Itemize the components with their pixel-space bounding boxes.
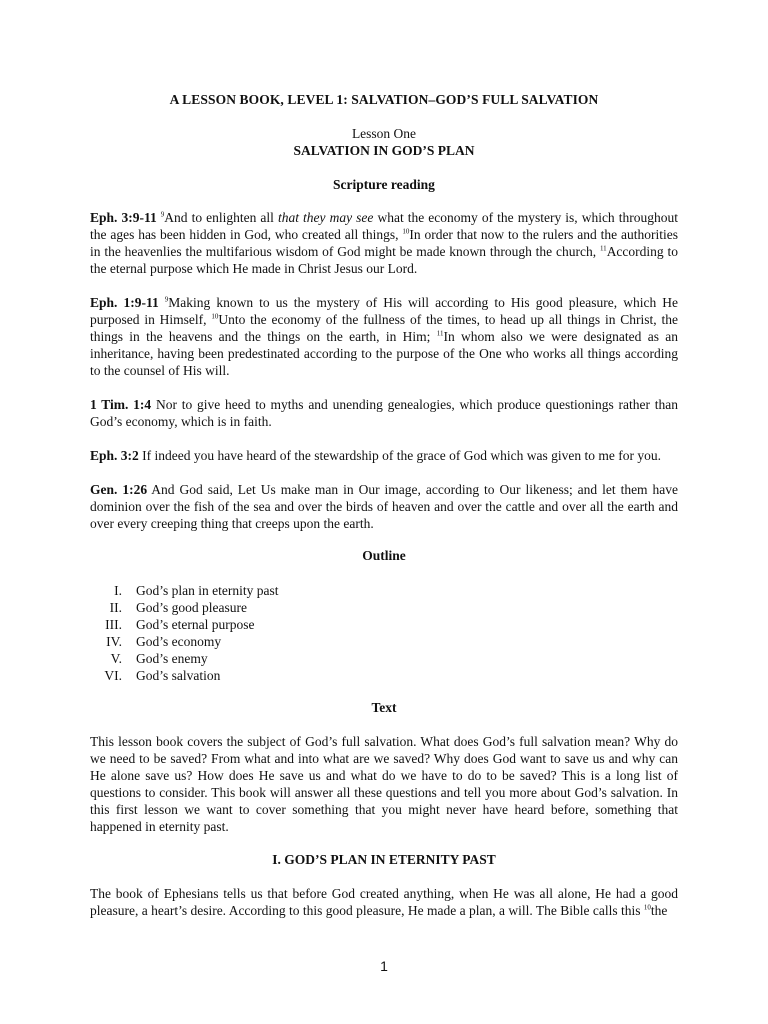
text-heading: Text — [371, 700, 397, 715]
scripture-ref: Gen. 1:26 — [90, 482, 148, 497]
outline-item-label: God’s enemy — [136, 651, 208, 666]
outline-item-number: I. — [114, 583, 122, 598]
verse-number: 10 — [211, 312, 219, 321]
section-body-text: The book of Ephesians tells us that before God created anything, when He was all alone, He had a good pleasure, a heart’s desire. According to this good pleasure, He made a plan, a will. The Bible calls this — [90, 886, 678, 918]
outline-item-number: VI. — [104, 668, 122, 683]
outline-heading: Outline — [362, 548, 406, 563]
verse-text: what the economy of the mystery is, which throughout the ages has been hidden in God, who created all things, — [90, 210, 678, 242]
lesson-number: Lesson One — [351, 126, 417, 141]
section-heading: I. GOD’S PLAN IN ETERNITY PAST — [272, 852, 496, 867]
verse-number: 10 — [643, 903, 651, 912]
verse-text: According to the eternal purpose which He made in Christ Jesus our Lord. — [90, 244, 678, 276]
scripture-ref: Eph. 1:9-11 — [90, 295, 159, 310]
text-body: This lesson book covers the subject of God’s full salvation. What does God’s full salvation mean? Why do we need to be saved? From what and into what are we saved? Why does God want to save us and why can He alone save us? How does He save us and what do we have to do to be saved? This is a long list of questions to consider. This book will answer all these questions and tell you more about God’s salvation. In this first lesson we want to cover something that you might never have heard before, something that happened in eternity past. — [90, 734, 678, 834]
scripture-reading-heading: Scripture reading — [333, 177, 435, 192]
outline-item-number: IV. — [106, 634, 122, 649]
verse-text: Unto the economy of the fullness of the times, to head up all things in Christ, the things in the heavens and the things on the earth, in Him; — [90, 312, 678, 344]
scripture-eph32 — [90, 447, 678, 464]
verse-text: And God said, Let Us make man in Our image, according to Our likeness; and let them have dominion over the fish of the sea and over the birds of heaven and over the cattle and over all the earth and over every creeping thing that creeps upon the earth. — [90, 482, 679, 531]
scripture-1tim — [90, 396, 678, 430]
verse-number: 9 — [160, 210, 165, 219]
verse-number: 11 — [436, 329, 444, 338]
scripture-eph3 — [90, 209, 678, 277]
scripture-ref: 1 Tim. 1:4 — [90, 397, 152, 412]
outline-item-label: God’s eternal purpose — [136, 617, 255, 632]
verse-number: 11 — [599, 244, 607, 253]
outline-item — [90, 582, 678, 599]
scripture-ref: Eph. 3:9-11 — [90, 210, 157, 225]
page-number: 1 — [380, 958, 388, 974]
verse-text: In whom also we were designated as an inheritance, having been predestinated according to the purpose of the One who works all things according to the counsel of His will. — [90, 329, 678, 378]
scripture-ref: Eph. 3:2 — [90, 448, 139, 463]
section-body — [90, 885, 678, 919]
outline-item-number: III. — [105, 617, 122, 632]
scripture-eph1 — [90, 294, 678, 379]
verse-text: Making known to us the mystery of His will according to His good pleasure, which He purposed in Himself, — [90, 295, 679, 327]
verse-number: 10 — [402, 227, 410, 236]
outline-item-number: II. — [109, 600, 122, 615]
outline-item-label: God’s plan in eternity past — [136, 583, 279, 598]
verse-text: In order that now to the rulers and the authorities in the heavenlies the multifarious wisdom of God might be made known through the church, — [90, 227, 678, 259]
verse-text: And to enlighten all — [164, 210, 278, 225]
verse-text: If indeed you have heard of the stewardship of the grace of God which was given to me for you. — [138, 448, 661, 463]
outline-item — [90, 599, 678, 616]
section-body-text: the — [650, 903, 668, 918]
outline-item-number: V. — [110, 651, 122, 666]
outline-item — [90, 667, 678, 684]
verse-text-italic: that they may see — [277, 210, 374, 225]
lesson-title: SALVATION IN GOD’S PLAN — [293, 143, 475, 158]
outline-list — [90, 582, 678, 684]
document-title: A LESSON BOOK, LEVEL 1: SALVATION–GOD’S FULL SALVATION — [169, 92, 599, 107]
outline-item-label: God’s economy — [136, 634, 222, 649]
outline-item — [90, 650, 678, 667]
scripture-gen — [90, 481, 678, 532]
outline-item-label: God’s good pleasure — [136, 600, 247, 615]
outline-item-label: God’s salvation — [136, 668, 221, 683]
outline-item — [90, 633, 678, 650]
verse-text: Nor to give heed to myths and unending genealogies, which produce questionings rather than God’s economy, which is in faith. — [90, 397, 678, 429]
outline-item — [90, 616, 678, 633]
verse-number: 9 — [164, 295, 169, 304]
